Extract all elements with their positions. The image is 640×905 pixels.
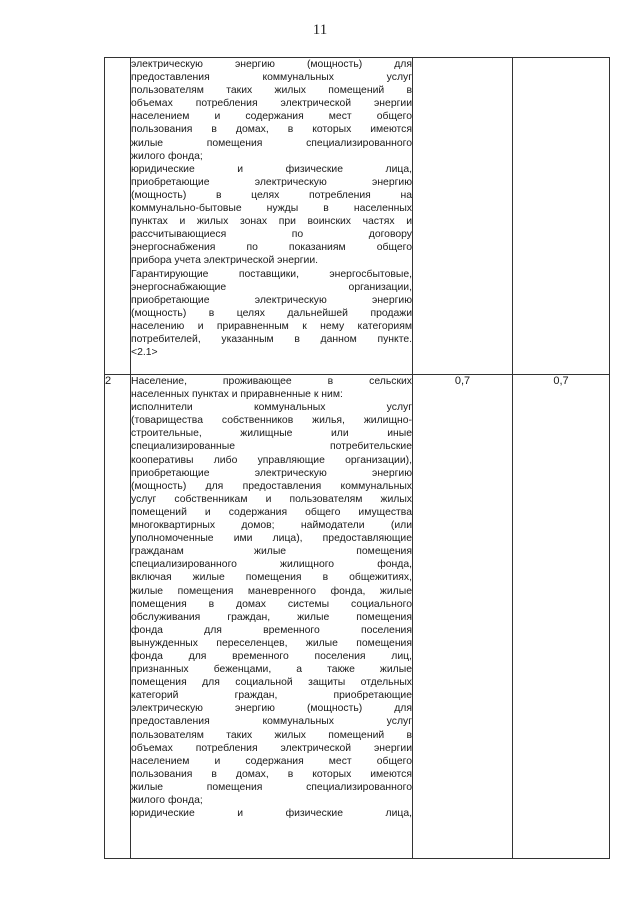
- text-line: населению и приравненным к нему категориям: [131, 320, 412, 332]
- tariff-value1-cell: 0,7: [413, 375, 513, 859]
- text-line: населенных пунктах и приравненные к ним:: [131, 389, 343, 401]
- text-line: пользователям таких жилых помещений в: [131, 85, 412, 97]
- consumer-description-cell: [131, 58, 413, 375]
- text-line: гражданам жилые помещения: [131, 546, 412, 558]
- text-line: юридические и физические лица,: [131, 808, 412, 820]
- text-line: фонда для временного поселения лиц,: [131, 650, 412, 662]
- text-line: (мощность) для предоставления коммунальных: [131, 480, 412, 492]
- text-line: (мощность) в целях дальнейшей продажи: [131, 307, 412, 319]
- text-line: юридические и физические лица,: [131, 163, 412, 175]
- text-line: (товарищества собственников жилья, жилищно-: [131, 415, 412, 427]
- text-line: потребителей, указанным в данном пункте.: [131, 333, 412, 345]
- text-line: объемах потребления электрической энергии: [131, 742, 412, 754]
- table-row: [105, 58, 610, 375]
- text-line: объемах потребления электрической энергии: [131, 98, 412, 110]
- text-line: помещений и содержания общего имущества: [131, 506, 412, 518]
- text-line: пользования в домах, в которых имеются: [131, 124, 412, 136]
- text-line: Население, проживающее в сельских: [131, 376, 412, 387]
- text-line: (мощность) в целях потребления на: [131, 189, 412, 201]
- text-line: населением и содержания мест общего: [131, 111, 412, 123]
- text-line: населением и содержания мест общего: [131, 755, 412, 767]
- text-line: жилого фонда;: [131, 150, 203, 162]
- text-line: жилые помещения маневренного фонда, жилые: [131, 585, 412, 597]
- text-line: пользователям таких жилых помещений в: [131, 729, 412, 741]
- text-line: вынужденных переселенцев, жилые помещения: [131, 637, 412, 649]
- row-number-cell: 2: [105, 375, 131, 859]
- text-line: включая жилые помещения в общежитиях,: [131, 572, 412, 584]
- text-line: фонда для временного поселения: [131, 624, 412, 636]
- text-line: электрическую энергию (мощность) для: [131, 59, 412, 70]
- text-line: специализированные потребительские: [131, 441, 412, 453]
- text-line: кооперативы либо управляющие организации),: [131, 454, 412, 466]
- tariff-value2-cell: 0,7: [513, 375, 610, 859]
- text-line: энергоснабжения по показаниям общего: [131, 242, 412, 254]
- text-line: услуг собственникам и пользователям жилых: [131, 493, 412, 505]
- consumer-description-cell: [131, 375, 413, 859]
- text-line: пользования в домах, в которых имеются: [131, 768, 412, 780]
- text-line: многоквартирных домов; наймодатели (или: [131, 520, 412, 532]
- text-line: признанных беженцами, а также жилые: [131, 664, 412, 676]
- text-line: помещения в домах системы социального: [131, 598, 412, 610]
- table-row: [105, 375, 610, 859]
- text-line: электрическую энергию (мощность) для: [131, 703, 412, 715]
- text-line: пунктах и жилых зонах при воинских частях и: [131, 216, 412, 228]
- text-line: жилые помещения специализированного: [131, 137, 412, 149]
- text-line: исполнители коммунальных услуг: [131, 402, 412, 414]
- text-line: предоставления коммунальных услуг: [131, 72, 412, 84]
- text-line: уполномоченные ими лица), предоставляющие: [131, 533, 412, 545]
- tariff-value1-cell: [413, 58, 513, 375]
- text-line: жилые помещения специализированного: [131, 781, 412, 793]
- text-line: жилого фонда;: [131, 795, 203, 806]
- text-line: коммунально-бытовые нужды в населенных: [131, 203, 412, 215]
- text-line: приобретающие электрическую энергию: [131, 294, 412, 306]
- text-line: прибора учета электрической энергии.: [131, 255, 319, 267]
- tariff-table: [104, 57, 610, 859]
- text-line: приобретающие электрическую энергию: [131, 467, 412, 479]
- text-line: <2.1>: [131, 347, 158, 359]
- text-line: предоставления коммунальных услуг: [131, 716, 412, 728]
- text-line: приобретающие электрическую энергию: [131, 176, 412, 188]
- page-number: 11: [312, 22, 328, 38]
- text-line: специализированного жилищного фонда,: [131, 559, 412, 571]
- row-number-cell: [105, 58, 131, 375]
- text-line: рассчитывающиеся по договору: [131, 229, 412, 241]
- text-line: категорий граждан, приобретающие: [131, 690, 412, 702]
- tariff-value2-cell: [513, 58, 610, 375]
- text-line: строительные, жилищные или иные: [131, 428, 412, 440]
- text-line: помещения для социальной защиты отдельных: [131, 677, 412, 689]
- text-line: обслуживания граждан, жилые помещения: [131, 611, 412, 623]
- text-line: энергоснабжающие организации,: [131, 281, 412, 293]
- text-line: Гарантирующие поставщики, энергосбытовые,: [131, 268, 412, 280]
